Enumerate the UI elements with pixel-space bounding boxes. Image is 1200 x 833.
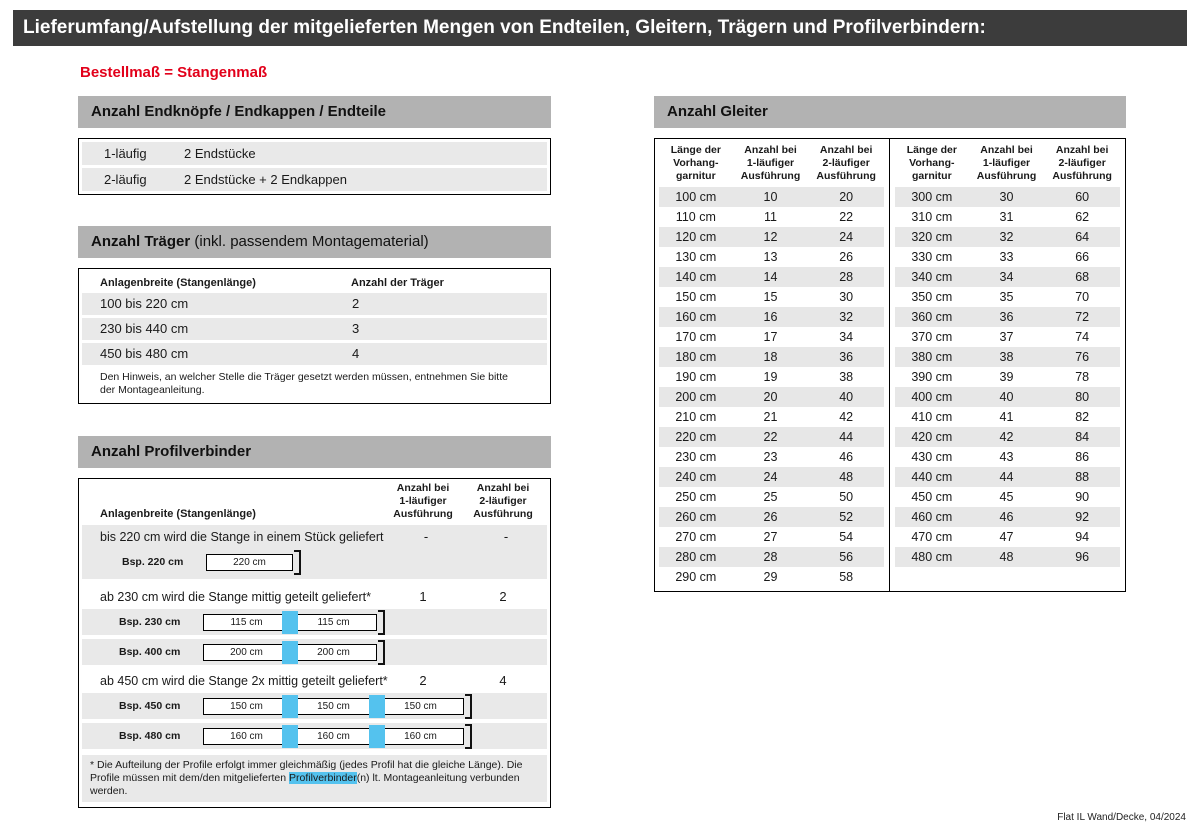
endteile-row-value: 2 Endstücke [184, 146, 256, 161]
end-piece-icon [378, 640, 385, 665]
profil-example [82, 723, 547, 749]
gleiter-headers-left [655, 139, 888, 187]
profil-example [82, 639, 547, 665]
gleiter-count-2laeufig: 78 [1075, 370, 1090, 384]
gleiter-count-1laeufig: 26 [763, 510, 778, 524]
header-line: Anzahl bei [744, 144, 797, 156]
traeger-note: Den Hinweis, an welcher Stelle die Träger gesetzt werden müssen, entnehmen Sie bitte der Montageanleitung. [100, 371, 508, 396]
profil-column-headers [79, 479, 550, 525]
header-line: 1-läufiger [982, 157, 1031, 169]
gleiter-count-2laeufig: 60 [1075, 190, 1090, 204]
traeger-row [82, 318, 547, 340]
gleiter-table-right [891, 139, 1124, 567]
gleiter-length: 150 cm [675, 290, 717, 304]
endteile-row [82, 168, 547, 191]
footnote-text-post: (n) lt. Montageanleitung verbunden werden. [90, 772, 520, 797]
gleiter-length: 100 cm [675, 190, 717, 204]
gleiter-row [659, 347, 884, 367]
profil-example [82, 549, 547, 575]
profilverbinder-connector-icon [282, 695, 298, 718]
profil-group [79, 671, 550, 749]
header-line: 2-läufiger [822, 157, 870, 169]
footnote-highlight-profilverbinder: Profilverbinder [289, 772, 357, 784]
header-line: Ausführung [1052, 170, 1112, 182]
gleiter-count-2laeufig: 72 [1075, 310, 1090, 324]
profil-col-1laeufig [385, 482, 461, 521]
gleiter-count-1laeufig: 15 [763, 290, 778, 304]
gleiter-row [895, 247, 1120, 267]
gleiter-length: 290 cm [675, 570, 717, 584]
gleiter-count-2laeufig: 22 [839, 210, 854, 224]
gleiter-count-2laeufig: 28 [839, 270, 854, 284]
gleiter-headers-right [891, 139, 1124, 187]
gleiter-rows-left [655, 187, 888, 587]
gleiter-count-2laeufig: 76 [1075, 350, 1090, 364]
gleiter-row [659, 267, 884, 287]
rod-assembly [206, 550, 301, 575]
header-line: Ausführung [816, 170, 876, 182]
gleiter-length: 400 cm [911, 390, 953, 404]
gleiter-length: 280 cm [675, 550, 717, 564]
rod-segment: 160 cm [203, 728, 290, 745]
header-line: Vorhang- [673, 157, 719, 169]
header-line: Anzahl bei [476, 482, 530, 494]
gleiter-length: 250 cm [675, 490, 717, 504]
gleiter-count-1laeufig: 46 [999, 510, 1014, 524]
gleiter-count-2laeufig: 96 [1075, 550, 1090, 564]
gleiter-row [895, 227, 1120, 247]
gleiter-col-2laeufig [1044, 144, 1120, 183]
gleiter-row [659, 287, 884, 307]
gleiter-row [659, 367, 884, 387]
gleiter-count-1laeufig: 21 [763, 410, 778, 424]
order-measure-note: Bestellmaß = Stangenmaß [80, 64, 268, 81]
header-line: Ausführung [740, 170, 801, 182]
traeger-row-count: 2 [352, 296, 360, 311]
endteile-section-header: Anzahl Endknöpfe / Endkappen / Endteile [78, 96, 551, 128]
gleiter-count-2laeufig: 34 [839, 330, 854, 344]
gleiter-row [659, 547, 884, 567]
rod-segment: 160 cm [290, 728, 377, 745]
endteile-row-label: 2-läufig [104, 172, 147, 187]
gleiter-count-2laeufig: 66 [1075, 250, 1090, 264]
page-title: Lieferumfang/Aufstellung der mitgelieferten Mengen von Endteilen, Gleitern, Trägern und Profilverbindern: [13, 10, 1187, 46]
gleiter-row [659, 227, 884, 247]
header-line: Vorhang- [909, 157, 955, 169]
header-line: Anzahl bei [819, 144, 873, 156]
profil-groups [79, 525, 550, 749]
gleiter-length: 300 cm [911, 190, 953, 204]
header-line: 2-läufiger [479, 495, 527, 507]
footnote-text-pre: * Die Aufteilung der Profile erfolgt immer gleichmäßig (jedes Profil hat die gleiche Länge). Die Profile müssen mit dem/den mitgelieferten [90, 759, 523, 784]
gleiter-count-1laeufig: 34 [999, 270, 1014, 284]
gleiter-count-1laeufig: 19 [763, 370, 778, 384]
gleiter-count-2laeufig: 32 [839, 310, 854, 324]
rod-assembly [203, 610, 385, 635]
gleiter-length: 430 cm [911, 450, 953, 464]
gleiter-count-2laeufig: 20 [839, 190, 854, 204]
gleiter-length: 390 cm [911, 370, 953, 384]
gleiter-count-1laeufig: 41 [999, 410, 1014, 424]
profil-count-1laeufig: - [423, 529, 429, 544]
gleiter-count-2laeufig: 24 [839, 230, 854, 244]
gleiter-length: 140 cm [675, 270, 717, 284]
profil-count-2laeufig: - [503, 529, 509, 544]
gleiter-count-2laeufig: 42 [839, 410, 854, 424]
header-line: Anzahl bei [980, 144, 1033, 156]
traeger-box [78, 268, 551, 404]
gleiter-row [659, 187, 884, 207]
profilverbinder-box [78, 478, 551, 808]
gleiter-row [895, 527, 1120, 547]
gleiter-row [659, 387, 884, 407]
gleiter-count-1laeufig: 35 [999, 290, 1014, 304]
profil-count-1laeufig: 2 [419, 673, 427, 688]
gleiter-length: 330 cm [911, 250, 953, 264]
gleiter-col-1laeufig [969, 144, 1045, 183]
end-piece-icon [378, 610, 385, 635]
gleiter-count-2laeufig: 48 [839, 470, 854, 484]
gleiter-row [895, 407, 1120, 427]
gleiter-count-1laeufig: 18 [763, 350, 778, 364]
traeger-section-header [78, 226, 551, 258]
gleiter-row [895, 547, 1120, 567]
gleiter-count-2laeufig: 30 [839, 290, 854, 304]
traeger-row-range: 450 bis 480 cm [100, 346, 189, 361]
gleiter-length: 420 cm [911, 430, 953, 444]
gleiter-row [895, 467, 1120, 487]
gleiter-length: 190 cm [675, 370, 717, 384]
gleiter-count-1laeufig: 39 [999, 370, 1014, 384]
gleiter-count-1laeufig: 24 [763, 470, 778, 484]
profil-group [79, 587, 550, 665]
gleiter-count-1laeufig: 38 [999, 350, 1014, 364]
traeger-row-range: 230 bis 440 cm [100, 321, 189, 336]
gleiter-count-2laeufig: 80 [1075, 390, 1090, 404]
gleiter-row [895, 487, 1120, 507]
gleiter-length: 360 cm [911, 310, 953, 324]
traeger-row-range: 100 bis 220 cm [100, 296, 189, 311]
gleiter-table-divider [889, 139, 890, 591]
profil-group-textrow [82, 527, 547, 547]
gleiter-row [895, 327, 1120, 347]
profil-group-text: bis 220 cm wird die Stange in einem Stück geliefert [100, 530, 384, 544]
gleiter-row [895, 427, 1120, 447]
gleiter-length: 450 cm [911, 490, 953, 504]
gleiter-length: 480 cm [911, 550, 953, 564]
header-line: 1-läufiger [746, 157, 795, 169]
gleiter-count-2laeufig: 38 [839, 370, 854, 384]
gleiter-rows-right [891, 187, 1124, 567]
gleiter-count-2laeufig: 44 [839, 430, 854, 444]
gleiter-row [895, 447, 1120, 467]
header-line: Ausführung [393, 508, 453, 520]
endteile-box [78, 138, 551, 195]
gleiter-row [895, 287, 1120, 307]
gleiter-count-1laeufig: 45 [999, 490, 1014, 504]
profil-count-2laeufig: 4 [499, 673, 507, 688]
header-line: Länge der [670, 144, 721, 156]
gleiter-count-2laeufig: 68 [1075, 270, 1090, 284]
gleiter-row [659, 567, 884, 587]
gleiter-count-2laeufig: 50 [839, 490, 854, 504]
gleiter-count-1laeufig: 25 [763, 490, 778, 504]
profil-footnote [82, 755, 547, 802]
profil-col-anlagenbreite: Anlagenbreite (Stangenlänge) [100, 508, 256, 520]
gleiter-col-length [895, 144, 969, 183]
gleiter-col-2laeufig [808, 144, 884, 183]
gleiter-length: 350 cm [911, 290, 953, 304]
gleiter-length: 310 cm [911, 210, 953, 224]
header-line: Länge der [906, 144, 957, 156]
rod-segment: 150 cm [377, 698, 464, 715]
traeger-row-count: 4 [352, 346, 360, 361]
gleiter-count-2laeufig: 36 [839, 350, 854, 364]
profil-group-text: ab 230 cm wird die Stange mittig geteilt geliefert* [100, 590, 371, 604]
traeger-title-bold: Anzahl Träger [91, 233, 191, 250]
gleiter-count-1laeufig: 32 [999, 230, 1014, 244]
gleiter-length: 160 cm [675, 310, 717, 324]
end-piece-icon [294, 550, 301, 575]
gleiter-length: 170 cm [675, 330, 717, 344]
gleiter-row [659, 527, 884, 547]
gleiter-count-1laeufig: 10 [763, 190, 778, 204]
gleiter-row [659, 507, 884, 527]
gleiter-length: 240 cm [675, 470, 717, 484]
gleiter-length: 130 cm [675, 250, 717, 264]
profilverbinder-connector-icon [369, 695, 385, 718]
gleiter-count-1laeufig: 22 [763, 430, 778, 444]
header-line: garnitur [912, 170, 952, 182]
gleiter-box [654, 138, 1126, 592]
endteile-row-value: 2 Endstücke + 2 Endkappen [184, 172, 347, 187]
gleiter-count-1laeufig: 36 [999, 310, 1014, 324]
gleiter-count-2laeufig: 74 [1075, 330, 1090, 344]
header-line: Ausführung [976, 170, 1037, 182]
gleiter-count-2laeufig: 92 [1075, 510, 1090, 524]
gleiter-length: 380 cm [911, 350, 953, 364]
gleiter-table-left [655, 139, 888, 587]
rod-segment: 160 cm [377, 728, 464, 745]
gleiter-count-1laeufig: 16 [763, 310, 778, 324]
right-column [654, 96, 1126, 592]
profil-example [82, 693, 547, 719]
rod-segment: 220 cm [206, 554, 293, 571]
traeger-col-anlagenbreite: Anlagenbreite (Stangenlänge) [100, 277, 256, 289]
gleiter-length: 370 cm [911, 330, 953, 344]
gleiter-count-2laeufig: 56 [839, 550, 854, 564]
left-column [78, 96, 551, 808]
gleiter-row [895, 207, 1120, 227]
gleiter-count-1laeufig: 17 [763, 330, 778, 344]
gleiter-row [895, 387, 1120, 407]
gleiter-count-1laeufig: 13 [763, 250, 778, 264]
gleiter-length: 270 cm [675, 530, 717, 544]
rod-segment: 150 cm [203, 698, 290, 715]
gleiter-count-1laeufig: 37 [999, 330, 1014, 344]
gleiter-length: 260 cm [675, 510, 717, 524]
gleiter-count-2laeufig: 88 [1075, 470, 1090, 484]
gleiter-length: 200 cm [675, 390, 717, 404]
gleiter-count-1laeufig: 30 [999, 190, 1014, 204]
gleiter-count-1laeufig: 31 [999, 210, 1014, 224]
gleiter-count-1laeufig: 12 [763, 230, 778, 244]
gleiter-count-2laeufig: 54 [839, 530, 854, 544]
gleiter-row [659, 467, 884, 487]
traeger-title-rest: (inkl. passendem Montagematerial) [190, 233, 429, 250]
profilverbinder-connector-icon [282, 725, 298, 748]
gleiter-count-1laeufig: 44 [999, 470, 1014, 484]
gleiter-count-1laeufig: 47 [999, 530, 1014, 544]
gleiter-row [659, 447, 884, 467]
gleiter-count-2laeufig: 90 [1075, 490, 1090, 504]
traeger-row [82, 343, 547, 365]
gleiter-count-2laeufig: 52 [839, 510, 854, 524]
traeger-column-headers [79, 269, 550, 293]
gleiter-row [895, 367, 1120, 387]
gleiter-count-1laeufig: 28 [763, 550, 778, 564]
gleiter-count-2laeufig: 94 [1075, 530, 1090, 544]
gleiter-count-1laeufig: 42 [999, 430, 1014, 444]
gleiter-row [895, 267, 1120, 287]
profilverbinder-connector-icon [282, 641, 298, 664]
gleiter-count-2laeufig: 86 [1075, 450, 1090, 464]
gleiter-row [659, 307, 884, 327]
profil-example-label: Bsp. 230 cm [119, 616, 181, 628]
profil-count-1laeufig: 1 [419, 589, 427, 604]
gleiter-count-1laeufig: 27 [763, 530, 778, 544]
gleiter-length: 410 cm [911, 410, 953, 424]
endteile-row [82, 142, 547, 165]
profil-example [82, 609, 547, 635]
rod-assembly [203, 694, 472, 719]
gleiter-length: 120 cm [675, 230, 717, 244]
end-piece-icon [465, 694, 472, 719]
profil-count-2laeufig: 2 [499, 589, 507, 604]
profil-example-label: Bsp. 450 cm [119, 700, 181, 712]
header-line: Ausführung [473, 508, 533, 520]
end-piece-icon [465, 724, 472, 749]
gleiter-row [895, 307, 1120, 327]
rod-segment: 200 cm [203, 644, 290, 661]
traeger-row [82, 293, 547, 315]
gleiter-row [659, 207, 884, 227]
profil-group [82, 525, 547, 579]
gleiter-count-2laeufig: 46 [839, 450, 854, 464]
gleiter-length: 470 cm [911, 530, 953, 544]
gleiter-row [895, 347, 1120, 367]
gleiter-section-header: Anzahl Gleiter [654, 96, 1126, 128]
gleiter-length: 440 cm [911, 470, 953, 484]
profil-group-textrow [79, 671, 550, 691]
header-line: 2-läufiger [1058, 157, 1106, 169]
rod-assembly [203, 640, 385, 665]
traeger-rows [79, 293, 550, 365]
gleiter-count-1laeufig: 43 [999, 450, 1014, 464]
endteile-row-label: 1-läufig [104, 146, 147, 161]
gleiter-col-1laeufig [733, 144, 809, 183]
gleiter-count-1laeufig: 40 [999, 390, 1014, 404]
gleiter-count-2laeufig: 82 [1075, 410, 1090, 424]
gleiter-row [659, 427, 884, 447]
gleiter-count-1laeufig: 11 [764, 210, 777, 224]
gleiter-count-1laeufig: 14 [763, 270, 778, 284]
profil-group-textrow [79, 587, 550, 607]
gleiter-count-1laeufig: 48 [999, 550, 1014, 564]
header-line: Anzahl bei [396, 482, 450, 494]
gleiter-row [659, 327, 884, 347]
profil-col-2laeufig [465, 482, 541, 521]
gleiter-length: 230 cm [675, 450, 717, 464]
gleiter-row [895, 187, 1120, 207]
gleiter-count-1laeufig: 33 [999, 250, 1014, 264]
rod-assembly [203, 724, 472, 749]
gleiter-count-2laeufig: 40 [839, 390, 854, 404]
gleiter-count-2laeufig: 84 [1075, 430, 1090, 444]
gleiter-row [895, 507, 1120, 527]
gleiter-row [659, 407, 884, 427]
traeger-row-count: 3 [352, 321, 360, 336]
profil-example-label: Bsp. 220 cm [122, 556, 184, 568]
profilverbinder-connector-icon [282, 611, 298, 634]
gleiter-count-2laeufig: 64 [1075, 230, 1090, 244]
gleiter-length: 340 cm [911, 270, 953, 284]
profil-example-label: Bsp. 480 cm [119, 730, 181, 742]
gleiter-count-2laeufig: 26 [839, 250, 854, 264]
rod-segment: 115 cm [203, 614, 290, 631]
document-footer: Flat IL Wand/Decke, 04/2024 [1057, 812, 1186, 823]
profil-group-text: ab 450 cm wird die Stange 2x mittig geteilt geliefert* [100, 674, 388, 688]
rod-segment: 115 cm [290, 614, 377, 631]
rod-segment: 200 cm [290, 644, 377, 661]
gleiter-row [659, 247, 884, 267]
gleiter-count-1laeufig: 23 [763, 450, 778, 464]
profilverbinder-connector-icon [369, 725, 385, 748]
gleiter-length: 110 cm [675, 210, 716, 224]
header-line: Anzahl bei [1055, 144, 1109, 156]
gleiter-count-1laeufig: 20 [763, 390, 778, 404]
gleiter-length: 460 cm [911, 510, 953, 524]
gleiter-length: 210 cm [675, 410, 717, 424]
gleiter-length: 320 cm [911, 230, 953, 244]
gleiter-col-length [659, 144, 733, 183]
gleiter-count-2laeufig: 58 [839, 570, 854, 584]
gleiter-length: 180 cm [675, 350, 717, 364]
profil-example-label: Bsp. 400 cm [119, 646, 181, 658]
gleiter-length: 220 cm [675, 430, 717, 444]
rod-segment: 150 cm [290, 698, 377, 715]
gleiter-count-2laeufig: 70 [1075, 290, 1090, 304]
header-line: garnitur [676, 170, 716, 182]
gleiter-row [659, 487, 884, 507]
gleiter-count-2laeufig: 62 [1075, 210, 1090, 224]
gleiter-count-1laeufig: 29 [763, 570, 778, 584]
profil-section-header: Anzahl Profilverbinder [78, 436, 551, 468]
traeger-col-anzahl: Anzahl der Träger [351, 277, 444, 289]
header-line: 1-läufiger [399, 495, 447, 507]
